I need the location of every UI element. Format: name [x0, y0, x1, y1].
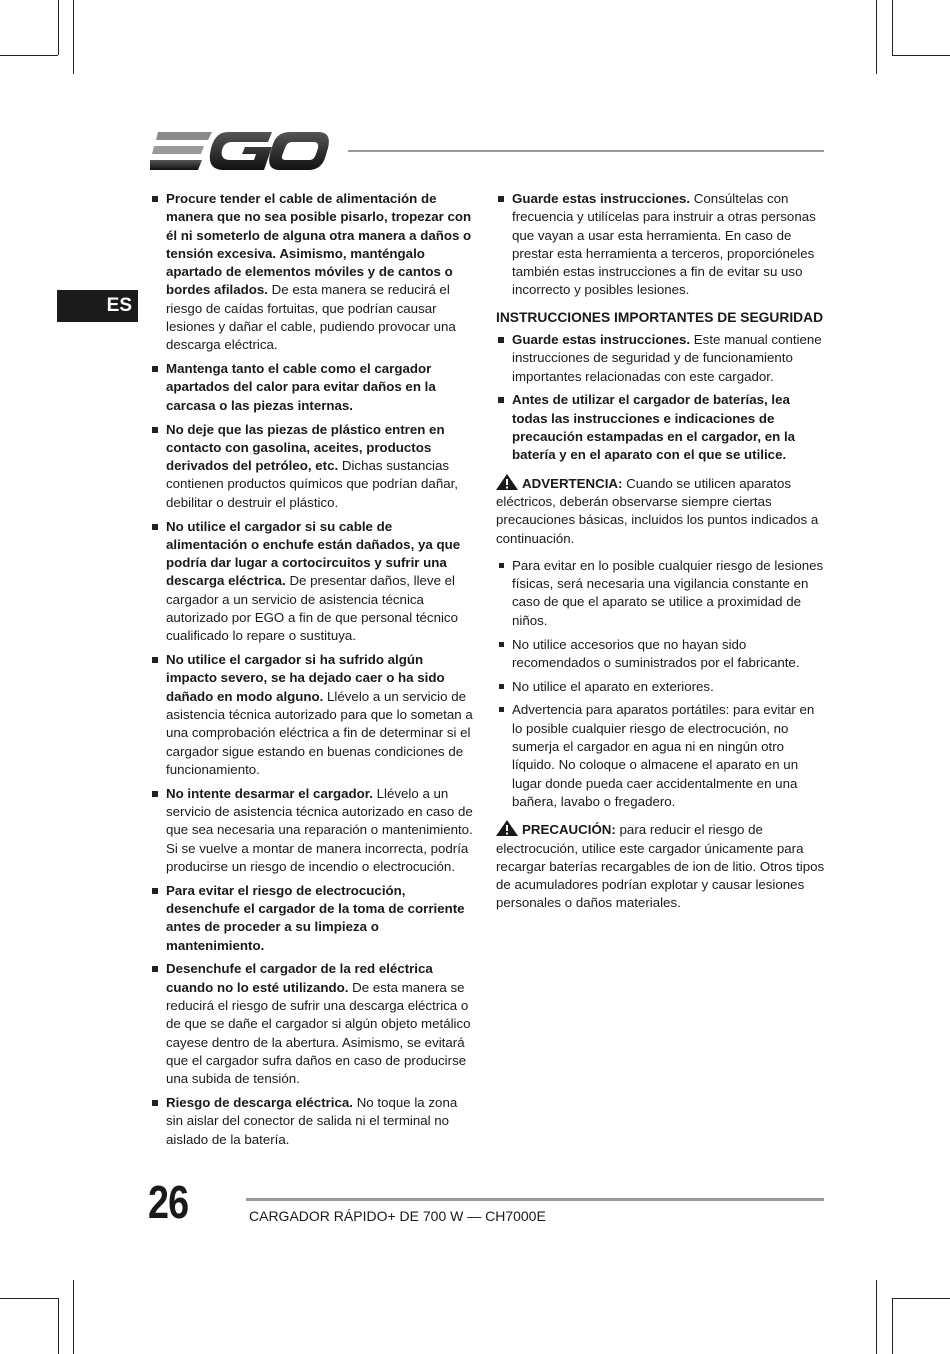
bullet-square-icon — [152, 657, 158, 663]
list-item: Procure tender el cable de alimentación de manera que no sea posible pisarlo, tropezar con él ni someterlo de alguna otra manera a daños o tensión excesiva. Asimismo, manténgalo apartado de elementos móviles y de cantos o bordes afilados. De esta manera se reducirá el riesgo de caídas fortuitas, que podrían causar lesiones y dañar el cable, pudiendo provocar una descarga eléctrica. — [150, 190, 476, 355]
bullet-square-icon — [152, 888, 158, 894]
bullet-square-icon — [499, 707, 504, 712]
left-column — [150, 190, 476, 1154]
ego-logo — [150, 130, 330, 172]
crop-mark — [876, 0, 877, 74]
crop-mark — [0, 1298, 58, 1299]
crop-mark — [876, 1280, 877, 1354]
caution-paragraph: PRECAUCIÓN: para reducir el riesgo de electrocución, utilice este cargador únicamente para recargar baterías recargables de ion de litio. Otros tipos de acumuladores podrían explotar y causar lesiones personales o daños materiales. — [496, 822, 825, 911]
bullet-square-icon — [152, 524, 158, 530]
crop-mark — [0, 55, 58, 56]
bullet-square-icon — [498, 196, 504, 202]
crop-mark — [58, 0, 59, 55]
crop-mark — [73, 1280, 74, 1354]
warning-triangle-icon — [496, 820, 518, 836]
list-item: No deje que las piezas de plástico entren en contacto con gasolina, aceites, productos derivados del petróleo, etc. Dichas sustancias contienen productos químicos que podrían dañar, debilitar o destruir el plástico. — [150, 421, 476, 512]
bullet-square-icon — [152, 196, 158, 202]
bullet-square-icon — [499, 684, 504, 689]
list-item: Advertencia para aparatos portátiles: para evitar en lo posible cualquier riesgo de electrocución, no sumerja el cargador en agua ni en ningún otro líquido. No coloque o almacene el aparato en un lugar donde pueda caer accidentalmente en una bañera, lavabo o fregadero. — [496, 701, 826, 811]
footer-title: CARGADOR RÁPIDO+ DE 700 W — CH7000E — [249, 1208, 546, 1224]
list-item: No utilice el aparato en exteriores. — [496, 678, 826, 696]
list-item: Guarde estas instrucciones. Consúltelas con frecuencia y utilícelas para instruir a otras personas que vayan a usar esta herramienta. En caso de prestar esta herramienta a terceros, proporcióneles también estas instrucciones a fin de evitar su uso incorrecto y posibles lesiones. — [496, 190, 826, 300]
list-item: Para evitar en lo posible cualquier riesgo de lesiones físicas, será necesaria una vigilancia constante en caso de que el aparato se utilice a proximidad de niños. — [496, 557, 826, 630]
bullet-square-icon — [152, 791, 158, 797]
list-item: Antes de utilizar el cargador de baterías, lea todas las instrucciones e indicaciones de precaución estampadas en el cargador, en la batería y en el aparato con el que se utilice. — [496, 391, 826, 464]
right-column — [496, 190, 826, 922]
list-item: No utilice el cargador si su cable de alimentación o enchufe están dañados, ya que podría dar lugar a cortocircuitos y sufrir una descarga eléctrica. De presentar daños, lleve el cargador a un servicio de asistencia técnica autorizado por EGO a fin de que personal técnico cualificado lo repare o sustituya. — [150, 518, 476, 646]
footer-rule — [246, 1198, 824, 1201]
bullet-square-icon — [152, 966, 158, 972]
page-number: 26 — [148, 1176, 189, 1228]
bullet-square-icon — [499, 642, 504, 647]
bullet-square-icon — [498, 337, 504, 343]
list-item: No utilice el cargador si ha sufrido algún impacto severo, se ha dejado caer o ha sido dañado en modo alguno. Llévelo a un servicio de asistencia técnica autorizado para que lo sometan a una comprobación eléctrica a fin de determinar si el cargador sigue estando en buenas condiciones de funcionamiento. — [150, 651, 476, 779]
bullet-square-icon — [499, 563, 504, 568]
crop-mark — [892, 1298, 893, 1354]
bullet-square-icon — [498, 397, 504, 403]
header-rule — [348, 150, 824, 152]
language-tab: ES — [57, 290, 138, 322]
crop-mark — [58, 1298, 59, 1354]
bullet-square-icon — [152, 1100, 158, 1106]
section-heading: INSTRUCCIONES IMPORTANTES DE SEGURIDAD — [496, 309, 824, 325]
list-item: Para evitar el riesgo de electrocución, desenchufe el cargador de la toma de corriente antes de proceder a su limpieza o mantenimiento. — [150, 882, 476, 955]
bullet-square-icon — [152, 427, 158, 433]
list-item: Mantenga tanto el cable como el cargador apartados del calor para evitar daños en la carcasa o las piezas internas. — [150, 360, 476, 415]
crop-mark — [892, 0, 893, 55]
list-item: No utilice accesorios que no hayan sido recomendados o suministrados por el fabricante. — [496, 636, 826, 673]
crop-mark — [892, 55, 950, 56]
crop-mark — [892, 1298, 950, 1299]
list-item: Guarde estas instrucciones. Este manual contiene instrucciones de seguridad y de funcionamiento importantes relacionadas con este cargador. — [496, 331, 826, 386]
list-item: No intente desarmar el cargador. Llévelo a un servicio de asistencia técnica autorizado en caso de que sea necesaria una reparación o mantenimiento. Si se vuelve a montar de manera incorrecta, podría producirse un riesgo de incendio o electrocución. — [150, 785, 476, 876]
crop-mark — [73, 0, 74, 74]
list-item: Desenchufe el cargador de la red eléctrica cuando no lo esté utilizando. De esta manera se reducirá el riesgo de sufrir una descarga eléctrica o de que se dañe el cargador si algún objeto metálico cayese dentro de la abertura. Asimismo, se evitará que el cargador sufra daños en caso de producirse una subida de tensión. — [150, 960, 476, 1088]
list-item: Riesgo de descarga eléctrica. No toque la zona sin aislar del conector de salida ni el terminal no aislado de la batería. — [150, 1094, 476, 1149]
warning-paragraph: ADVERTENCIA: Cuando se utilicen aparatos eléctricos, deberán observarse siempre ciertas precauciones básicas, incluidos los puntos indicados a continuación. — [496, 475, 819, 546]
bullet-square-icon — [152, 366, 158, 372]
warning-triangle-icon — [496, 474, 518, 490]
